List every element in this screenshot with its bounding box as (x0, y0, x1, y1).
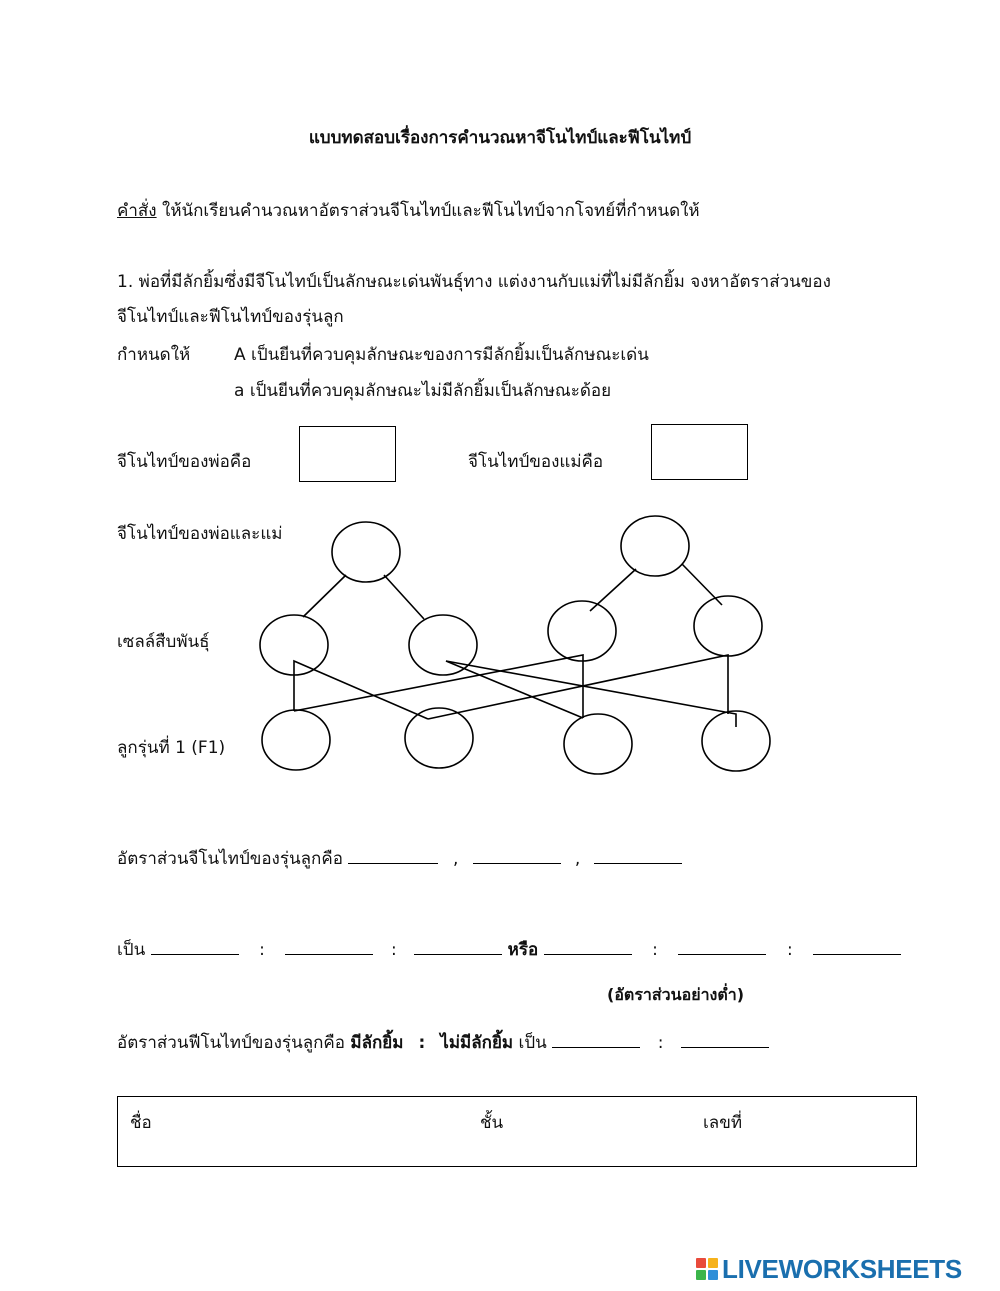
father-parent-circle (332, 522, 400, 582)
ratio-colon-4: : (786, 940, 793, 960)
genotype-separator-1: , (453, 849, 459, 869)
logo-cell-2 (708, 1258, 718, 1268)
phenotype-colon-2: : (657, 1033, 664, 1053)
gamete-circle-3 (548, 601, 616, 661)
liveworksheets-brand (696, 1254, 962, 1284)
f1-circle-4 (702, 711, 770, 771)
cross-line-1 (294, 661, 428, 719)
father-to-gamete-2 (384, 575, 424, 619)
gamete-circle-4 (694, 596, 762, 656)
no-dimple-label: ไม่มีลักยิ้ม (440, 1033, 514, 1053)
cross-line-3 (446, 661, 583, 718)
f1-circle-3 (564, 714, 632, 774)
or-label: หรือ (507, 940, 539, 960)
cross-line-4 (446, 661, 736, 727)
cross-line-2 (294, 655, 583, 718)
father-genotype-box[interactable] (299, 426, 396, 482)
ratio-blank-2[interactable] (285, 936, 373, 955)
gamete-circle-1 (260, 615, 328, 675)
genotype-ratio-label: อัตราส่วนจีโนไทป์ของรุ่นลูกคือ (117, 849, 343, 869)
ratio-row (117, 936, 901, 963)
gametes-label: เซลล์สืบพันธุ์ (117, 632, 210, 652)
phenotype-ratio-row (117, 1029, 769, 1056)
ratio-blank-1[interactable] (151, 936, 239, 955)
mother-to-gamete-4 (682, 564, 722, 605)
phenotype-blank-2[interactable] (681, 1029, 769, 1048)
student-info-box (117, 1096, 917, 1167)
given-dominant: A เป็นยีนที่ควบคุมลักษณะของการมีลักยิ้มเป็นลักษณะเด่น (234, 345, 649, 365)
given-label: กำหนดให้ (117, 345, 191, 365)
genotype-blank-2[interactable] (473, 845, 561, 864)
phenotype-is: เป็น (518, 1033, 547, 1053)
logo-cell-4 (708, 1270, 718, 1280)
genotype-blank-1[interactable] (348, 845, 438, 864)
genotype-ratio-row (117, 845, 682, 872)
logo-cell-3 (696, 1270, 706, 1280)
phenotype-blank-1[interactable] (552, 1029, 640, 1048)
f1-label: ลูกรุ่นที่ 1 (F1) (117, 738, 226, 758)
gamete-circle-2 (409, 615, 477, 675)
ratio-prefix: เป็น (117, 940, 146, 960)
genotype-separator-2: , (574, 849, 581, 869)
cross-line-5 (428, 655, 728, 719)
father-genotype-label: จีโนไทป์ของพ่อคือ (117, 452, 252, 472)
ratio-blank-5[interactable] (678, 936, 766, 955)
dimple-label: มีลักยิ้ม (350, 1033, 404, 1053)
instruction-label: คำสั่ง (117, 201, 157, 221)
brand-text: LIVEWORKSHEETS (722, 1253, 962, 1284)
ratio-blank-6[interactable] (813, 936, 901, 955)
mother-genotype-box[interactable] (651, 424, 748, 480)
ratio-colon-1: : (259, 940, 265, 960)
f1-circle-2 (405, 708, 473, 768)
page-title: แบบทดสอบเรื่องการคำนวณหาจีโนไทป์และฟีโนไทป์ (308, 128, 692, 148)
logo-cell-1 (696, 1258, 706, 1268)
ratio-blank-3[interactable] (414, 936, 502, 955)
ratio-colon-2: : (390, 940, 397, 960)
mother-to-gamete-3 (590, 569, 636, 611)
phenotype-colon-1: : (418, 1033, 426, 1053)
question-line-1: 1. พ่อที่มีลักยิ้มซึ่งมีจีโนไทป์เป็นลักษณะเด่นพันธุ์ทาง แต่งงานกับแม่ที่ไม่มีลักยิ้ม จงหาอัตราส่วนของ (117, 272, 831, 292)
parents-label: จีโนไทป์ของพ่อและแม่ (117, 524, 283, 544)
liveworksheets-logo-icon (696, 1258, 718, 1280)
instruction-text: ให้นักเรียนคำนวณหาอัตราส่วนจีโนไทป์และฟีโนไทป์จากโจทย์ที่กำหนดให้ (156, 201, 700, 221)
ratio-blank-4[interactable] (544, 936, 632, 955)
given-recessive: a เป็นยีนที่ควบคุมลักษณะไม่มีลักยิ้มเป็นลักษณะด้อย (234, 381, 612, 401)
name-field-label: ชื่อ (130, 1113, 152, 1133)
phenotype-ratio-label: อัตราส่วนฟีโนไทป์ของรุ่นลูกคือ (117, 1033, 345, 1053)
number-field-label: เลขที่ (703, 1113, 743, 1133)
mother-genotype-label: จีโนไทป์ของแม่คือ (468, 452, 604, 472)
f1-circle-1 (262, 710, 330, 770)
lowest-ratio-note: (อัตราส่วนอย่างต่ำ) (607, 985, 745, 1004)
genotype-blank-3[interactable] (594, 845, 682, 864)
ratio-colon-3: : (652, 940, 658, 960)
mother-parent-circle (621, 516, 689, 576)
class-field-label: ชั้น (480, 1113, 504, 1133)
instruction (117, 197, 700, 224)
father-to-gamete-1 (303, 575, 346, 617)
question-line-2: จีโนไทป์และฟีโนไทป์ของรุ่นลูก (117, 307, 344, 327)
